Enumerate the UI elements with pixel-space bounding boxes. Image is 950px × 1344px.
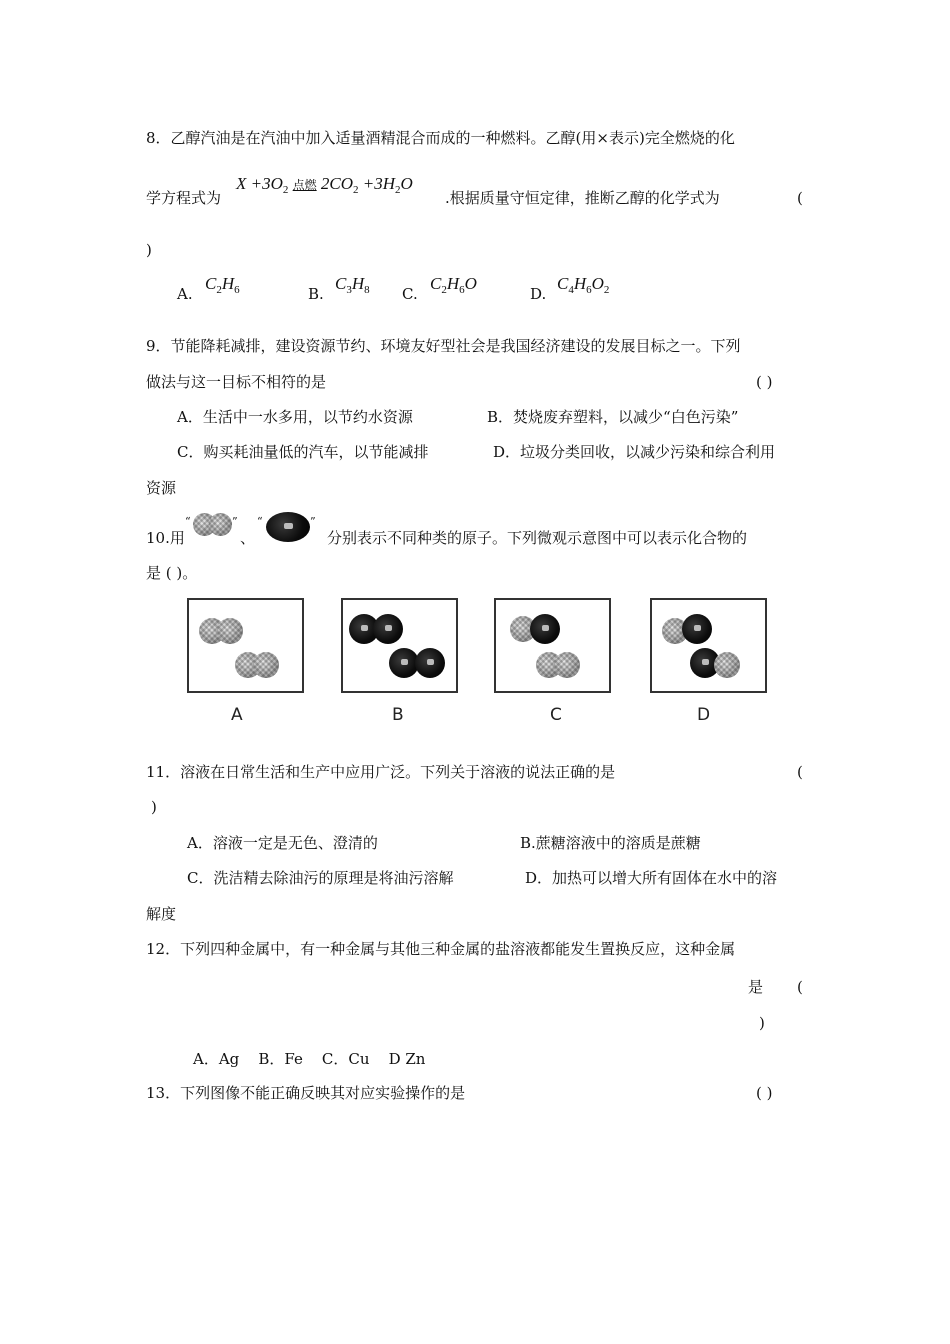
q12-line1: 12．下列四种金属中，有一种金属与其他三种金属的盐溶液都能发生置换反应，这种金属 <box>146 940 736 958</box>
q8-paren-close: ) <box>146 241 152 259</box>
q9-line2: 做法与这一目标不相符的是 <box>146 373 327 391</box>
diagram-d-label: D <box>697 705 711 725</box>
q8-line2-suffix: .根据质量守恒定律，推断乙醇的化学式为 <box>445 189 720 207</box>
q8-option-c-formula: $C_2H_6O$ <box>430 274 477 296</box>
q11-paren-open: ( <box>797 763 803 781</box>
q8-option-a-label: A. <box>177 285 193 303</box>
diagram-d-box <box>650 598 767 693</box>
q12-paren-open: ( <box>797 978 803 996</box>
diagram-c-box <box>494 598 611 693</box>
q13-paren: ( ) <box>756 1084 773 1102</box>
q13-line1: 13．下列图像不能正确反映其对应实验操作的是 <box>146 1084 466 1102</box>
q10-text: 分别表示不同种类的原子。下列微观示意图中可以表示化合物的 <box>327 529 748 547</box>
q11-option-b: B.蔗糖溶液中的溶质是蔗糖 <box>520 834 701 852</box>
q9-option-d: D．垃圾分类回收，以减少污染和综合利用 <box>493 443 776 461</box>
q8-equation: $X +3O_2$ 点燃 $2CO_2 +3H_2O$ <box>236 174 413 196</box>
q10-quote-open-1: “ <box>185 515 191 528</box>
q11-option-a: A．溶液一定是无色、澄清的 <box>187 834 378 852</box>
legend-dark-atom <box>266 512 310 542</box>
q10-separator: 、 <box>240 529 256 547</box>
dark-atom <box>373 614 403 644</box>
q8-option-d-label: D. <box>530 285 547 303</box>
dark-atom <box>682 614 712 644</box>
q9-paren: ( ) <box>756 373 773 391</box>
q11-line1: 11．溶液在日常生活和生产中应用广泛。下列关于溶液的说法正确的是 <box>146 763 616 781</box>
q11-paren-close: ) <box>151 798 157 816</box>
q9-option-b: B．焚烧废弃塑料，以减少“白色污染” <box>487 408 739 426</box>
q9-option-a: A．生活中一水多用，以节约水资源 <box>177 408 413 426</box>
diagram-b-box <box>341 598 458 693</box>
q12-line2: 是 <box>748 978 764 996</box>
q9-line1: 9．节能降耗减排，建设资源节约、环境友好型社会是我国经济建设的发展目标之一。下列 <box>146 337 741 355</box>
q10-line2: 是 ( )。 <box>146 564 198 582</box>
light-atom <box>554 652 580 678</box>
light-atom <box>217 618 243 644</box>
diagram-a-label: A <box>231 705 243 725</box>
q8-condition: 点燃 <box>292 178 317 192</box>
q11-option-c: C．洗洁精去除油污的原理是将油污溶解 <box>187 869 454 887</box>
diagram-a-box <box>187 598 304 693</box>
light-atom <box>714 652 740 678</box>
q9-option-d-cont: 资源 <box>146 479 177 497</box>
legend-light-atom <box>209 513 232 536</box>
q11-option-d: D．加热可以增大所有固体在水中的溶 <box>525 869 778 887</box>
q8-option-b-formula: $C_3H_8$ <box>335 274 370 296</box>
light-atom <box>253 652 279 678</box>
q8-paren-open: ( <box>797 189 803 207</box>
dark-atom <box>415 648 445 678</box>
q8-option-a-formula: $C_2H_6$ <box>205 274 240 296</box>
q10-quote-close-1: ” <box>232 515 238 528</box>
q8-line2-prefix: 学方程式为 <box>146 189 222 207</box>
q10-prefix: 10.用 <box>146 529 185 547</box>
dark-atom <box>530 614 560 644</box>
q10-quote-close-2: ” <box>310 515 316 528</box>
q11-option-d-cont: 解度 <box>146 905 177 923</box>
q8-option-b-label: B. <box>308 285 324 303</box>
q9-option-c: C．购买耗油量低的汽车，以节能减排 <box>177 443 429 461</box>
q12-paren-close: ) <box>759 1014 765 1032</box>
diagram-c-label: C <box>550 705 562 725</box>
q8-line1: 8．乙醇汽油是在汽油中加入适量酒精混合而成的一种燃料。乙醇(用×表示)完全燃烧的化 <box>146 129 735 147</box>
q8-option-c-label: C. <box>402 285 418 303</box>
q8-option-d-formula: $C_4H_6O_2$ <box>557 274 610 296</box>
diagram-b-label: B <box>392 705 404 725</box>
q12-options: A．Ag B．Fe C．Cu D Zn <box>193 1050 426 1068</box>
q10-quote-open-2: “ <box>257 515 263 528</box>
